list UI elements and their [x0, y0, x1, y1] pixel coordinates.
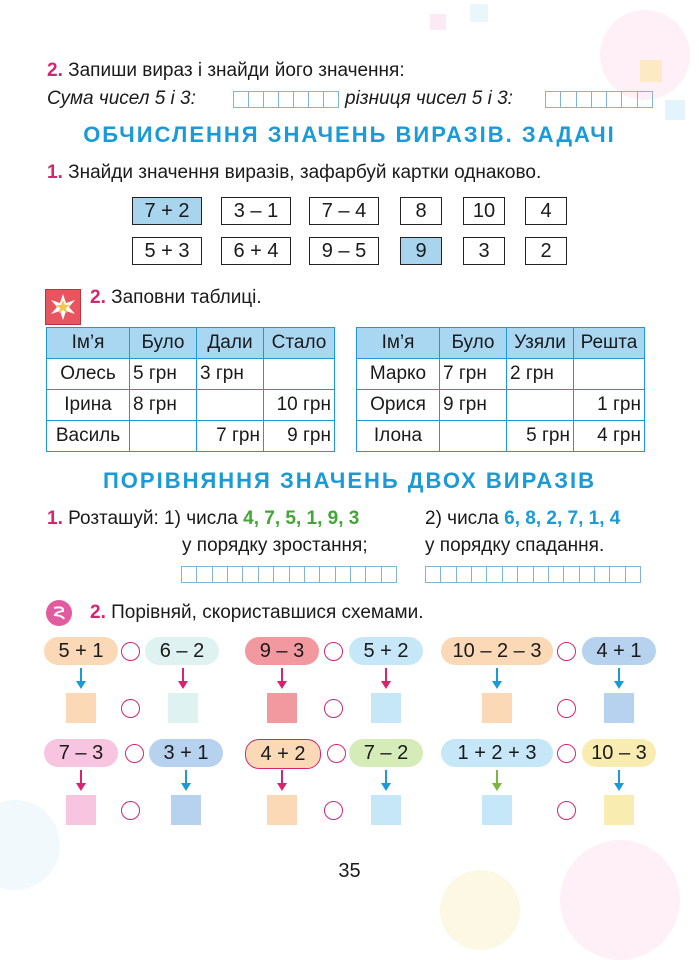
table-cell: 3 грн — [197, 359, 264, 390]
section-heading: ОБЧИСЛЕННЯ ЗНАЧЕНЬ ВИРАЗІВ. ЗАДАЧІ — [83, 122, 616, 147]
task-number: 1. — [47, 162, 63, 183]
expression-card[interactable]: 9 – 5 — [309, 237, 379, 265]
table-right — [356, 327, 645, 452]
table-cell-empty[interactable] — [130, 421, 197, 452]
expression-oval: 9 – 3 — [245, 637, 319, 665]
expression-oval: 1 + 2 + 3 — [441, 739, 553, 767]
compare-circle[interactable] — [557, 801, 576, 820]
table-cell-empty[interactable] — [440, 421, 507, 452]
compare-circle[interactable] — [324, 642, 343, 661]
answer-box[interactable] — [482, 693, 512, 723]
table-header: Було — [130, 328, 197, 359]
number-card[interactable]: 10 — [463, 197, 505, 225]
task-number: 2. — [90, 602, 106, 623]
down-arrow-icon — [611, 770, 627, 792]
table-cell: 5 грн — [130, 359, 197, 390]
order-part2-suffix: у порядку спадання. — [425, 535, 605, 556]
answer-box[interactable] — [604, 693, 634, 723]
answer-box[interactable] — [371, 795, 401, 825]
compare-circle[interactable] — [121, 642, 140, 661]
down-arrow-icon — [378, 668, 394, 690]
down-arrow-icon — [175, 668, 191, 690]
table-cell: 2 грн — [507, 359, 574, 390]
table-header: Ім’я — [357, 328, 440, 359]
decor-bubble — [560, 840, 680, 960]
table-cell-empty[interactable] — [574, 359, 645, 390]
number-card[interactable]: 4 — [525, 197, 567, 225]
table-cell: 7 грн — [197, 421, 264, 452]
table-cell-empty[interactable] — [197, 390, 264, 421]
task-number: 1. — [47, 508, 63, 529]
task-number: 2. — [47, 60, 63, 81]
expression-card[interactable]: 7 – 4 — [309, 197, 379, 225]
table-header: Дали — [197, 328, 264, 359]
table-cell: Ілона — [357, 421, 440, 452]
task-order-line1 — [47, 507, 359, 531]
expression-oval: 7 – 2 — [349, 739, 423, 767]
table-cell: Олесь — [47, 359, 130, 390]
task-number: 2. — [90, 287, 106, 308]
section-heading: ПОРІВНЯННЯ ЗНАЧЕНЬ ДВОХ ВИРАЗІВ — [102, 468, 596, 493]
table-cell-empty[interactable] — [507, 390, 574, 421]
compare-circle[interactable] — [121, 699, 140, 718]
table-cell: Марко — [357, 359, 440, 390]
expression-oval: 4 + 1 — [582, 637, 656, 665]
table-cell: 7 грн — [440, 359, 507, 390]
table-cell: Орися — [357, 390, 440, 421]
task-text: Порівняй, скориставшися схемами. — [111, 602, 424, 623]
diff-label: різниця чисел 5 і 3: — [345, 88, 513, 109]
task1-line — [47, 161, 541, 185]
compare-circle[interactable] — [557, 642, 576, 661]
order-part2-prefix: 2) числа — [425, 508, 499, 529]
table-cell: 4 грн — [574, 421, 645, 452]
expression-oval: 10 – 2 – 3 — [441, 637, 553, 665]
order-part2-numbers: 6, 8, 2, 7, 1, 4 — [504, 508, 621, 529]
compare-circle[interactable] — [121, 801, 140, 820]
task2-top-line — [47, 59, 405, 83]
expression-oval: 5 + 2 — [349, 637, 423, 665]
task-order-part2 — [425, 507, 620, 531]
answer-box[interactable] — [171, 795, 201, 825]
decor-square — [640, 60, 662, 82]
table-header: Було — [440, 328, 507, 359]
table-header: Стало — [264, 328, 335, 359]
expression-card[interactable]: 7 + 2 — [132, 197, 202, 225]
answer-box[interactable] — [267, 693, 297, 723]
page-number: 35 — [338, 860, 361, 882]
order-part1-prefix: 1) числа — [164, 508, 238, 529]
answer-box[interactable] — [482, 795, 512, 825]
number-card[interactable]: 2 — [525, 237, 567, 265]
answer-box[interactable] — [168, 693, 198, 723]
table-cell: 5 грн — [507, 421, 574, 452]
expression-card[interactable]: 5 + 3 — [132, 237, 202, 265]
table-cell: 8 грн — [130, 390, 197, 421]
expression-oval: 10 – 3 — [582, 739, 656, 767]
sum-label: Сума чисел 5 і 3: — [47, 88, 196, 109]
answer-box[interactable] — [267, 795, 297, 825]
table-header: Узяли — [507, 328, 574, 359]
number-card[interactable]: 8 — [400, 197, 442, 225]
down-arrow-icon — [274, 668, 290, 690]
down-arrow-icon — [73, 770, 89, 792]
compare-circle[interactable] — [324, 801, 343, 820]
decor-bubble — [600, 10, 690, 100]
table-left — [46, 327, 335, 452]
table-cell-empty[interactable] — [264, 359, 335, 390]
expression-oval: 3 + 1 — [149, 739, 223, 767]
expression-oval: 5 + 1 — [44, 637, 118, 665]
task-compare-line — [90, 601, 423, 625]
task-text: Заповни таблиці. — [111, 287, 262, 308]
decor-square — [430, 14, 446, 30]
down-arrow-icon — [611, 668, 627, 690]
answer-box[interactable] — [66, 693, 96, 723]
expression-card[interactable]: 6 + 4 — [221, 237, 291, 265]
expression-oval: 4 + 2 — [245, 739, 321, 769]
expression-oval: 6 – 2 — [145, 637, 219, 665]
down-arrow-icon — [489, 770, 505, 792]
down-arrow-icon — [378, 770, 394, 792]
task-text: Запиши вираз і знайди його значення: — [68, 60, 405, 81]
number-card[interactable]: 9 — [400, 237, 442, 265]
answer-grid-order1[interactable] — [181, 566, 397, 583]
answer-box[interactable] — [604, 795, 634, 825]
table-cell: 1 грн — [574, 390, 645, 421]
compare-circle[interactable] — [125, 744, 144, 763]
compare-circle[interactable] — [557, 744, 576, 763]
down-arrow-icon — [274, 770, 290, 792]
spiral-icon — [46, 600, 72, 626]
decor-square — [470, 4, 488, 22]
table-cell: Василь — [47, 421, 130, 452]
task-text: Знайди значення виразів, зафарбуй картки однаково. — [68, 162, 542, 183]
answer-box[interactable] — [371, 693, 401, 723]
task2-table-line — [90, 286, 262, 310]
compare-circle[interactable] — [327, 744, 346, 763]
table-header: Решта — [574, 328, 645, 359]
down-arrow-icon — [489, 668, 505, 690]
answer-grid-sum[interactable] — [233, 91, 339, 108]
order-part1-numbers: 4, 7, 5, 1, 9, 3 — [243, 508, 360, 529]
order-part1-suffix: у порядку зростання; — [182, 535, 368, 556]
decor-square — [665, 100, 685, 120]
answer-box[interactable] — [66, 795, 96, 825]
task-text: Розташуй: — [68, 508, 159, 529]
down-arrow-icon — [178, 770, 194, 792]
expression-oval: 7 – 3 — [44, 739, 118, 767]
table-cell: 9 грн — [264, 421, 335, 452]
table-cell: 10 грн — [264, 390, 335, 421]
expression-card[interactable]: 3 – 1 — [221, 197, 291, 225]
answer-grid-diff[interactable] — [545, 91, 653, 108]
star-burst-icon — [45, 289, 81, 325]
compare-circle[interactable] — [557, 699, 576, 718]
number-card[interactable]: 3 — [463, 237, 505, 265]
down-arrow-icon — [73, 668, 89, 690]
table-cell: 9 грн — [440, 390, 507, 421]
answer-grid-order2[interactable] — [425, 566, 641, 583]
table-cell: Ірина — [47, 390, 130, 421]
table-header: Ім’я — [47, 328, 130, 359]
compare-circle[interactable] — [324, 699, 343, 718]
